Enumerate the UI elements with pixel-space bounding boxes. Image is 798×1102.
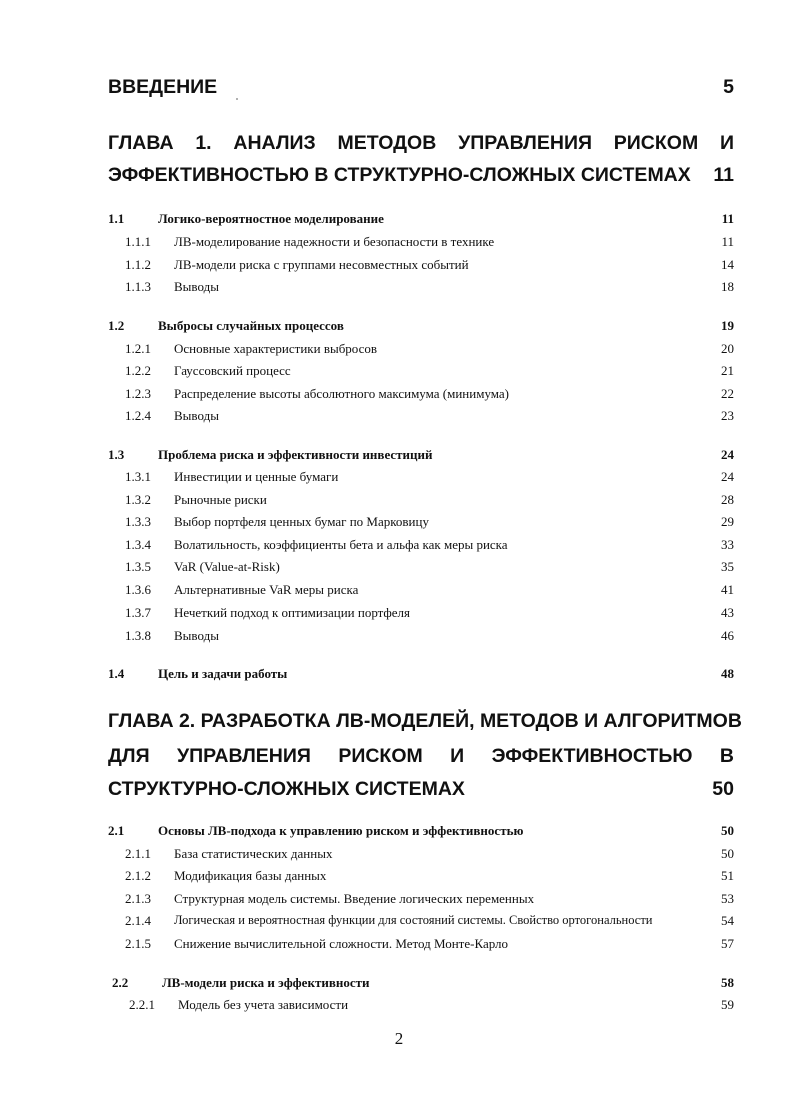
toc-row [108, 318, 734, 336]
toc-number: 1.2.2 [125, 363, 151, 378]
toc-title: Выводы [174, 279, 219, 294]
toc-title: Распределение высоты абсолютного максимума (минимума) [174, 386, 510, 401]
toc-number: 1.1 [108, 211, 125, 226]
toc-number: 1.1.2 [125, 257, 151, 272]
toc-row [125, 469, 734, 487]
toc-number: 2.2.1 [129, 997, 155, 1012]
toc-page: 41 [721, 582, 734, 597]
toc-page: 46 [721, 628, 734, 643]
toc-number: 1.1.3 [125, 279, 151, 294]
toc-page: 28 [721, 492, 734, 507]
toc-row [129, 997, 734, 1015]
toc-number: 1.3.1 [125, 469, 151, 484]
toc-title: Выбросы случайных процессов [158, 318, 344, 333]
toc-title: Проблема риска и эффективности инвестиций [158, 447, 433, 462]
toc-row [125, 279, 734, 297]
toc-row [108, 666, 734, 684]
toc-row [125, 492, 734, 510]
chapter-2-page: 50 [712, 778, 734, 800]
toc-page: 24 [721, 447, 734, 462]
toc-number: 1.3.4 [125, 537, 151, 552]
toc-title: VaR (Value-at-Risk) [174, 559, 280, 574]
toc-number: 2.1.5 [125, 936, 151, 951]
toc-number: 1.3.3 [125, 514, 151, 529]
toc-row [125, 537, 734, 555]
toc-page: 58 [721, 975, 734, 990]
toc-number: 2.1.4 [125, 913, 151, 928]
toc-number: 1.2.1 [125, 341, 151, 356]
toc-page: 19 [721, 318, 734, 333]
toc-number: 2.1.1 [125, 846, 151, 861]
chapter-2-title-line-2: ДЛЯ УПРАВЛЕНИЯ РИСКОМ И ЭФФЕКТИВНОСТЬЮ В [108, 745, 734, 767]
toc-title: Логическая и вероятностная функции для состояний системы. Свойство ортогональности [174, 913, 653, 927]
toc-title: Инвестиции и ценные бумаги [174, 469, 339, 484]
toc-row [125, 936, 734, 954]
toc-title: ЛВ-модели риска с группами несовместных событий [174, 257, 469, 272]
toc-title: Структурная модель системы. Введение логических переменных [174, 891, 535, 906]
toc-row [108, 447, 734, 465]
toc-number: 2.1.3 [125, 891, 151, 906]
toc-page: 43 [721, 605, 734, 620]
toc-number: 2.1 [108, 823, 125, 838]
toc-row [125, 913, 734, 931]
toc-title: Выводы [174, 408, 219, 423]
toc-number: 1.2.3 [125, 386, 151, 401]
toc-page: 24 [721, 469, 734, 484]
chapter-1-page: 11 [713, 164, 734, 186]
toc-title: Модель без учета зависимости [178, 997, 349, 1012]
toc-title: Основные характеристики выбросов [174, 341, 378, 356]
toc-page: 21 [721, 363, 734, 378]
toc-page: 11 [721, 211, 734, 226]
toc-row [108, 823, 734, 841]
toc-row [125, 559, 734, 577]
toc-page: 22 [721, 386, 734, 401]
toc-row [125, 386, 734, 404]
toc-title: Выводы [174, 628, 219, 643]
toc-title: Волатильность, коэффициенты бета и альфа как меры риска [174, 537, 508, 552]
toc-row [125, 514, 734, 532]
toc-number: 1.3 [108, 447, 125, 462]
toc-row [125, 257, 734, 275]
intro-page: 5 [723, 76, 734, 98]
toc-row [125, 846, 734, 864]
toc-number: 1.4 [108, 666, 125, 681]
toc-title: Выбор портфеля ценных бумаг по Марковицу [174, 514, 429, 529]
toc-row [125, 605, 734, 623]
toc-title: Снижение вычислительной сложности. Метод Монте-Карло [174, 936, 509, 951]
page-number: 2 [394, 1029, 404, 1048]
toc-page: 57 [721, 936, 734, 951]
toc-row [125, 582, 734, 600]
scan-speck [236, 98, 238, 100]
toc-page: 48 [721, 666, 734, 681]
toc-row [125, 234, 734, 252]
toc-title: Гауссовский процесс [174, 363, 291, 378]
toc-number: 2.2 [112, 975, 129, 990]
toc-page: 53 [721, 891, 734, 906]
chapter-1-title-line-1: ГЛАВА 1. АНАЛИЗ МЕТОДОВ УПРАВЛЕНИЯ РИСКОМ И [108, 132, 734, 154]
toc-row [125, 408, 734, 426]
toc-page: 50 [721, 823, 734, 838]
toc-title: Логико-вероятностное моделирование [158, 211, 384, 226]
chapter-1-title-line-2: ЭФФЕКТИВНОСТЬЮ В СТРУКТУРНО-СЛОЖНЫХ СИСТЕМАХ [108, 164, 691, 186]
toc-title: Модификация базы данных [174, 868, 327, 883]
toc-page: 33 [721, 537, 734, 552]
toc-number: 1.3.2 [125, 492, 151, 507]
toc-number: 2.1.2 [125, 868, 151, 883]
toc-page: 35 [721, 559, 734, 574]
toc-title: Альтернативные VaR меры риска [174, 582, 359, 597]
toc-row [125, 341, 734, 359]
chapter-2-title-line-3: СТРУКТУРНО-СЛОЖНЫХ СИСТЕМАХ [108, 778, 465, 800]
toc-row [125, 868, 734, 886]
toc-page: 51 [721, 868, 734, 883]
toc-number: 1.3.8 [125, 628, 151, 643]
toc-number: 1.2.4 [125, 408, 151, 423]
toc-chapter-1 [108, 132, 734, 192]
toc-page: 29 [721, 514, 734, 529]
toc-number: 1.3.5 [125, 559, 151, 574]
toc-number: 1.2 [108, 318, 125, 333]
toc-chapter-2 [108, 710, 742, 806]
toc-page: 50 [721, 846, 734, 861]
toc-page: 14 [721, 257, 734, 272]
toc-page: 18 [721, 279, 734, 294]
toc-number: 1.3.6 [125, 582, 151, 597]
toc-title: База статистических данных [174, 846, 333, 861]
toc-page: 59 [721, 997, 734, 1012]
toc-page: 20 [721, 341, 734, 356]
toc-row [125, 891, 734, 909]
toc-title: Рыночные риски [174, 492, 267, 507]
toc-page: 54 [721, 913, 734, 928]
toc-title: Нечеткий подход к оптимизации портфеля [174, 605, 410, 620]
toc-number: 1.1.1 [125, 234, 151, 249]
toc-row [125, 363, 734, 381]
intro-title: ВВЕДЕНИЕ [108, 76, 218, 98]
toc-title: ЛВ-модели риска и эффективности [162, 975, 370, 990]
toc-row [125, 628, 734, 646]
toc-page: 11 [721, 234, 734, 249]
toc-row [108, 211, 734, 229]
toc-title: Цель и задачи работы [158, 666, 288, 681]
toc-page: 23 [721, 408, 734, 423]
toc-number: 1.3.7 [125, 605, 151, 620]
toc-title: Основы ЛВ-подхода к управлению риском и эффективностью [158, 823, 524, 838]
toc-intro [108, 76, 734, 100]
chapter-2-title-line-1: ГЛАВА 2. РАЗРАБОТКА ЛВ-МОДЕЛЕЙ, МЕТОДОВ И АЛГОРИТМОВ [108, 710, 742, 732]
toc-row [112, 975, 734, 993]
toc-title: ЛВ-моделирование надежности и безопасности в технике [174, 234, 495, 249]
